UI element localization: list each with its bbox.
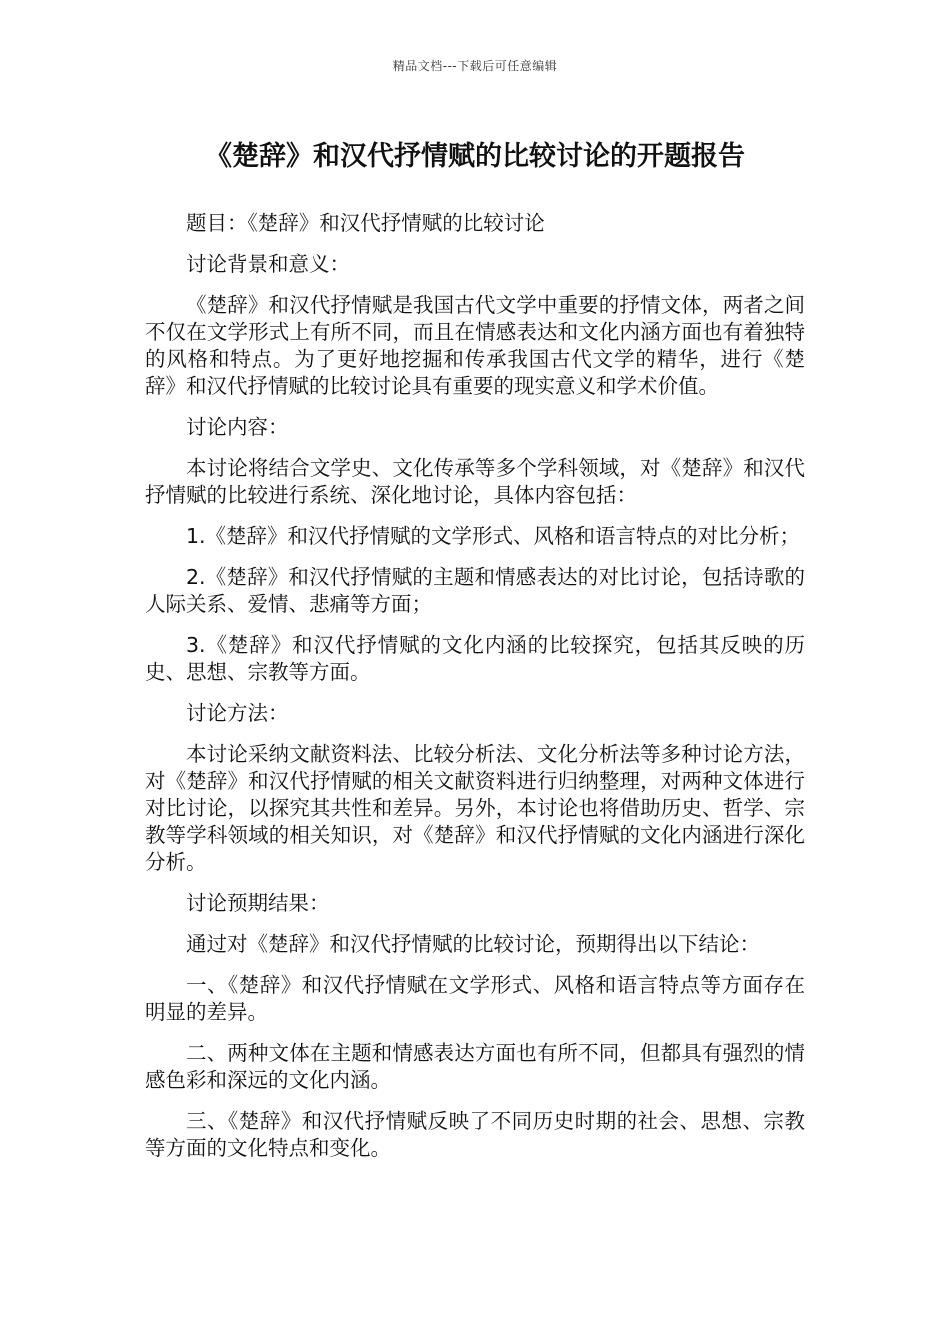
document-title: 《楚辞》和汉代抒情赋的比较讨论的开题报告 (205, 141, 745, 172)
list-item-content-1: 1.《楚辞》和汉代抒情赋的文学形式、风格和语言特点的对比分析； (186, 524, 801, 548)
document-body (145, 210, 805, 1176)
heading-background: 讨论背景和意义： (186, 252, 350, 276)
list-item-result-3: 三、《楚辞》和汉代抒情赋反映了不同历史时期的社会、思想、宗教等方面的文化特点和变化。 (145, 1109, 805, 1160)
paragraph-content-intro: 本讨论将结合文学史、文化传承等多个学科领域，对《楚辞》和汉代抒情赋的比较进行系统、深化地讨论，具体内容包括： (145, 456, 805, 507)
list-item-content-3: 3.《楚辞》和汉代抒情赋的文化内涵的比较探究，包括其反映的历史、思想、宗教等方面。 (145, 633, 805, 684)
heading-content: 讨论内容： (186, 415, 289, 439)
list-item-result-2: 二、两种文体在主题和情感表达方面也有所不同，但都具有强烈的情感色彩和深远的文化内涵。 (145, 1041, 805, 1092)
paragraph-topic: 题目：《楚辞》和汉代抒情赋的比较讨论 (186, 211, 545, 235)
heading-method: 讨论方法： (186, 701, 289, 725)
list-item-content-2: 2.《楚辞》和汉代抒情赋的主题和情感表达的对比讨论，包括诗歌的人际关系、爱情、悲痛等方面； (145, 565, 805, 616)
paragraph-expected-intro: 通过对《楚辞》和汉代抒情赋的比较讨论，预期得出以下结论： (186, 932, 760, 956)
list-item-result-1: 一、《楚辞》和汉代抒情赋在文学形式、风格和语言特点等方面存在明显的差异。 (145, 973, 805, 1024)
heading-expected-results: 讨论预期结果： (186, 891, 330, 915)
header-note: 精品文档---下载后可任意编辑 (392, 59, 558, 73)
paragraph-background: 《楚辞》和汉代抒情赋是我国古代文学中重要的抒情文体，两者之间不仅在文学形式上有所不同，而且在情感表达和文化内涵方面也有着独特的风格和特点。为了更好地挖掘和传承我国古代文学的精华，进行《楚辞》和汉代抒情赋的比较讨论具有重要的现实意义和学术价值。 (145, 293, 805, 398)
paragraph-method: 本讨论采纳文献资料法、比较分析法、文化分析法等多种讨论方法，对《楚辞》和汉代抒情赋的相关文献资料进行归纳整理，对两种文体进行对比讨论，以探究其共性和差异。另外，本讨论也将借助历史、哲学、宗教等学科领域的相关知识，对《楚辞》和汉代抒情赋的文化内涵进行深化分析。 (145, 742, 805, 874)
